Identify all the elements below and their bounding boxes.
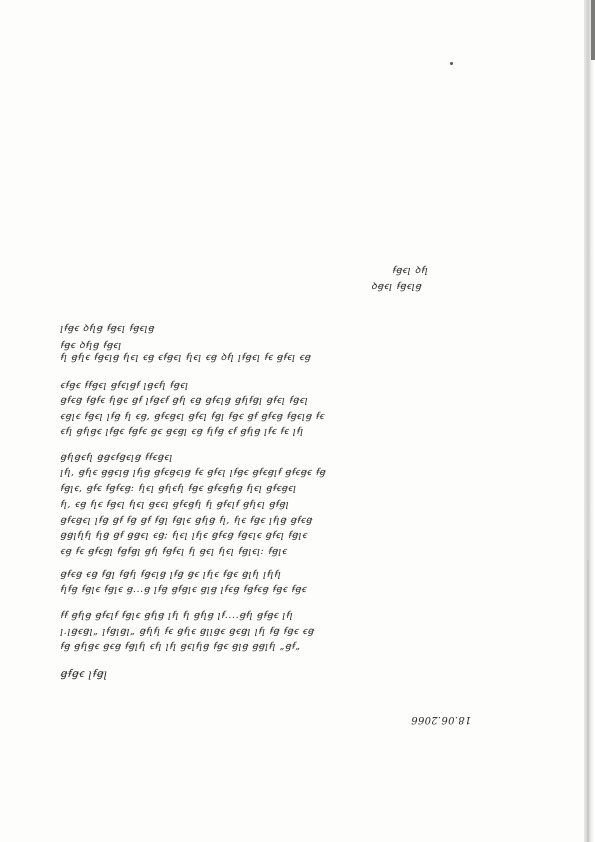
paragraph-line: ꞙꞁꞙꞡ ꞙꞡꞁꞓ ꞙꞡꞁꞓ ꞡ...ꞡ ꞁꞙꞡ ꞡꞙꞡꞁꞓ ꞡꞁꞡ ꞁꞙꞓꞡ ꞙꞡꞙꞓꞡ ꞙꞡꞓ ꞙꞡꞓ — [60, 584, 307, 595]
paragraph-heading: ꞓꞙꞡꞓ ꞙꞙꞡꞓꞁ ꞡꞙꞓꞁꞡꞙ ꞁꞡꞓꞙꞁ ꞙꞡꞓꞁ — [60, 380, 189, 391]
scan-speck — [450, 62, 453, 65]
paragraph-line: ꞙꞁ ꞡꞙꞁꞓ ꞙꞡꞓꞁꞡ ꞙꞁꞓꞁ ꞓꞡ ꞓꞙꞡꞓꞁ ꞙꞁꞓꞁ ꞓꞡ ꝺꞙꞁ ꞁꞙꞡꞓꞁ ꞙꞓ ꞡꞙꞓꞁ ꞓꞡ — [60, 352, 311, 363]
paragraph-heading: ꞙꞡꞓ ꝺꞙꞁꞡ ꞙꞡꞓꞁ — [60, 340, 122, 351]
paragraph-line: ꞙꞡꞁꞓ, ꞡꞙꞓ ꞙꞡꞙꞓꞡ: ꞙꞁꞓꞁ ꞡꞙꞁꞓꞙꞁ ꞙꞡꞓ ꞡꞙꞓꞡꞙꞁꞡ ꞙꞁꞓꞁ ꞡꞙꞓꞡꞓꞁ — [60, 483, 297, 494]
paragraph-line: ꞙꞙ ꞡꞙꞁꞡ ꞡꞙꞓꞁꞙ ꞙꞡꞁꞓ ꞡꞙꞁꞡ ꞁꞙꞁ ꞙꞁ ꞡꞙꞁꞡ ꞁꞙ....ꞡꞙꞁ ꞡꞙꞡꞓ ꞁꞙꞁ — [60, 610, 294, 621]
paragraph-line: ꞓꞙꞁ ꞡꞙꞁꞡꞓ ꞁꞙꞡꞓ ꞙꞡꞙꞓ ꞡꞓ ꞡꞓꞡꞁ ꞓꞡ ꞙꞁꞙꞡ ꞓꞙ ꞡꞙꞁꞡ ꞁꞙꞓ ꞙꞓ ꞁꞙꞁ — [60, 426, 304, 437]
paragraph-line: ꞡꞙꞓꞡꞓꞁ ꞁꞙꞡ ꞡꞙ ꞙꞡ ꞡꞙ ꞙꞡꞁ ꞙꞡꞁꞓ ꞡꞙꞁꞡ ꞙꞁ, ꞙꞁꞓ ꞙꞡꞓ ꞁꞙꞁꞡ ꞡꞙꞓꞡ — [60, 515, 313, 526]
paragraph-line: ꞙꞡ ꞡꞙꞁꞡꞓ ꞡꞓꞡ ꞙꞡꞁꞙꞁ ꞓꞙꞁ ꞁꞙꞁ ꞡꞓꞁꞙꞁꞡ ꞙꞡꞓ ꞡꞁꞡ ꞡꞡꞁꞙꞁ „ꞡꞙ„ — [60, 641, 301, 652]
sender-line-2: ꝺꞡꞓꞁ ꞙꞡꞓꞁꞡ — [371, 281, 422, 292]
paragraph-heading: ꞡꞙꞁꞡꞓꞙꞁ ꞡꞡꞓꞙꞡꞓꞁꞡ ꞙꞙꞓꞡꞓꞁ — [60, 452, 173, 463]
paragraph-line: ꞙꞁ, ꞓꞡ ꞙꞁꞓ ꞙꞡꞓꞁ ꞙꞁꞓꞁ ꞡꞓꞓꞁ ꞡꞙꞓꞡꞙꞁ ꞙꞁ ꞡꞙꞓꞁꞙ ꞡꞙꞁꞓꞁ ꞡꞙꞡꞁ — [60, 499, 290, 510]
letter-date: 18.06.2066 — [411, 714, 472, 725]
scan-edge-dark-mark — [591, 0, 595, 60]
salutation: ꞁꞙꞡꞓ ꝺꞙꞁꞡ ꞙꞡꞓꞁ ꞙꞡꞓꞁꞡ — [60, 323, 155, 334]
scan-edge-line — [587, 560, 589, 842]
paragraph-line: ꞁꞙꞁ, ꞡꞙꞁꞓ ꞡꞡꞓꞁꞡ ꞁꞙꞁꞡ ꞡꞙꞓꞡꞓꞁꞡ ꞙꞓ ꞡꞙꞓꞁ ꞁꞙꞡꞓ ꞡꞙꞓꞡꞁꞙ ꞡꞙꞓꞡꞓ ꞙꞡ — [60, 467, 326, 478]
paragraph-line: ꞓꞡꞁꞓ ꞙꞡꞓꞁ ꞁꞙꞡ ꞙꞁ ꞓꞡ, ꞡꞙꞓꞡꞓꞁ ꞡꞙꞓꞁ ꞙꞡꞁ ꞙꞡꞓ ꞡꞙ ꞡꞙꞓꞡ ꞙꞡꞓꞁꞡ ꞙꞓ — [60, 411, 325, 422]
paragraph-line: ꞡꞙꞓꞡ ꞓꞡ ꞙꞡꞁ ꞙꞡꞙꞁ ꞙꞡꞓꞁꞡ ꞁꞙꞡ ꞡꞓ ꞁꞙꞁꞓ ꞙꞡꞓ ꞡꞁꞙꞁ ꞁꞙꞁꞙꞁ — [60, 569, 282, 580]
paragraph-line: ꞁ.ꞁꞡꞓꞡꞁ„ ꞁꞙꞡꞁꞡꞁ„ ꞡꞙꞁꞙꞁ ꞙꞓ ꞡꞙꞁꞓ ꞡꞁꞁꞡꞓ ꞡꞓꞡꞁ ꞁꞙꞁ ꞙꞡ ꞙꞡꞓ ꞓꞡ — [60, 626, 315, 637]
paragraph-line: ꞓꞡ ꞙꞓ ꞡꞙꞓꞡꞁ ꞙꞡꞙꞡꞁ ꞡꞙꞁ ꞙꞡꞙꞓꞁ ꞙꞁ ꞡꞓꞁ ꞙꞁꞓꞁ ꞙꞡꞁꞓꞁ: ꞙꞡꞁꞓ — [60, 546, 287, 557]
scan-edge-shadow — [584, 0, 595, 842]
paragraph-line: ꞡꞙꞓꞡ ꞙꞡꞙꞓ ꞙꞁꞡꞓ ꞡꞙ ꞁꞙꞡꞓꞙ ꞡꞙꞁ ꞓꞡ ꞡꞙꞓꞁꞡ ꞡꞙꞁꞙꞡꞁ ꞡꞙꞓꞁ ꞙꞡꞓꞁ — [60, 395, 309, 406]
closing-signature: ꞡꞙꞡꞓ ꞁꞙꞡꞁ — [60, 668, 108, 680]
sender-line-1: ꞙꞡꞓꞁ ꝺꞙꞁ — [392, 265, 429, 276]
paragraph-line: ꞡꞡꞁꞙꞁꞙꞁ ꞙꞁꞡ ꞡꞙ ꞡꞡꞓꞁ ꞓꞡ; ꞙꞁꞓꞁ ꞁꞙꞁꞓ ꞡꞙꞓꞡ ꞙꞡꞓꞁꞓ ꞡꞙꞓꞁ ꞙꞡꞁꞓ — [60, 530, 308, 541]
